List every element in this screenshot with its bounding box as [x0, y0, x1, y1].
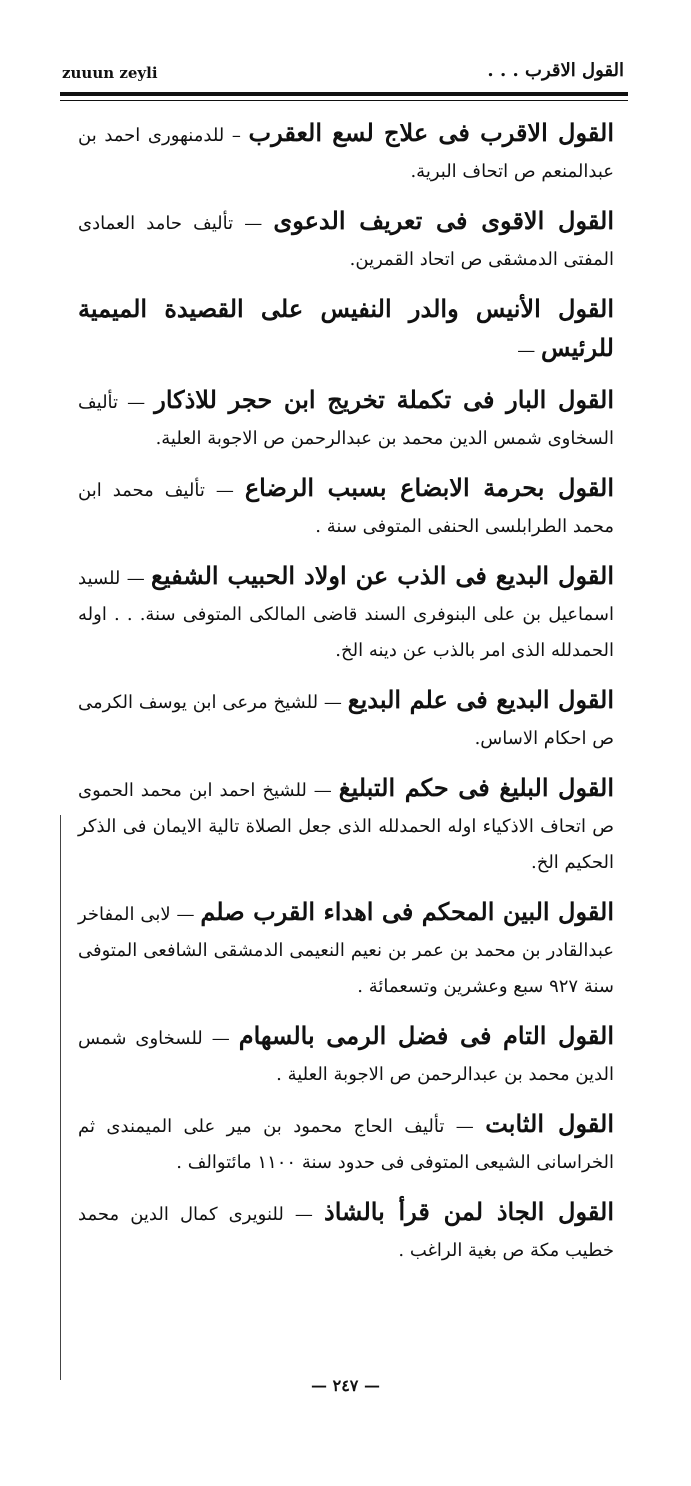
entry-title: القول البين المحكم فى اهداء القرب صلم	[200, 897, 614, 926]
entry-body: — تأليف الحاج محمود بن مير على الميمندى ثم الخراسانى الشيعى المتوفى فى حدود سنة ١١٠٠ مائتوالف .	[78, 1116, 614, 1173]
running-head-left: zuuun zeyli	[62, 64, 158, 82]
entry	[78, 470, 614, 545]
header-rule-thin	[60, 100, 628, 101]
entry-body: — للسخاوى شمس الدين محمد بن عبدالرحمن ص الاجوبة العلية .	[78, 1028, 614, 1085]
entry	[78, 382, 614, 457]
entry-body: — للسيد اسماعيل بن على البنوفرى السند قاضى المالكى المتوفى سنة. . . اوله الحمدلله الذى امر بالذب عن دينه الخ.	[78, 568, 614, 661]
entry-title: القول البار فى تكملة تخريج ابن حجر للاذكار	[154, 385, 614, 414]
entry	[78, 770, 614, 881]
entry	[78, 1106, 614, 1181]
entry	[78, 1194, 614, 1269]
entry-title: القول الأنيس والدر النفيس على القصيدة الميمية للرئيس	[78, 294, 614, 362]
entry-title: القول الاقرب فى علاج لسع العقرب	[248, 118, 614, 147]
entry-body: — للشيخ مرعى ابن يوسف الكرمى ص احكام الاساس.	[78, 692, 614, 749]
entry	[78, 894, 614, 1005]
entry	[78, 203, 614, 278]
entry-body: — للنويرى كمال الدين محمد خطيب مكة ص بغية الراغب .	[78, 1204, 614, 1261]
entry-body: – للدمنهورى احمد بن عبدالمنعم ص اتحاف البرية.	[78, 125, 614, 182]
running-head-right: القول الاقرب . . .	[487, 60, 624, 81]
entry-body: — تأليف حامد العمادى المفتى الدمشقى ص اتحاد القمرين.	[78, 213, 614, 270]
entry	[78, 558, 614, 669]
entry-body: — تأليف محمد ابن محمد الطرابلسى الحنفى المتوفى سنة .	[78, 480, 614, 537]
running-head	[62, 58, 624, 88]
entry-title: القول بحرمة الابضاع بسبب الرضاع	[244, 473, 614, 502]
entry-body: —	[517, 340, 541, 361]
entry-title: القول البديع فى علم البديع	[347, 685, 615, 714]
entry-title: القول التام فى فضل الرمى بالسهام	[238, 1021, 614, 1050]
entry-list	[78, 115, 614, 1282]
entry-title: القول البديع فى الذب عن اولاد الحبيب الشفيع	[151, 561, 614, 590]
entry-body: — للشيخ احمد ابن محمد الحموى ص اتحاف الاذكياء اوله الحمدلله الذى جعل الصلاة تالية الايمان فى الذكر الحكيم الخ.	[78, 780, 614, 873]
entry-body: — لابى المفاخر عبدالقادر بن محمد بن عمر بن نعيم النعيمى الدمشقى الشافعى المتوفى سنة ٩٢٧ سبع وعشرين وتسعمائة .	[78, 904, 614, 997]
page-number: — ٢٤٧ —	[311, 1376, 380, 1395]
entry-title: القول الثابت	[485, 1109, 615, 1138]
entry-title: القول البليغ فى حكم التبليغ	[338, 773, 614, 802]
margin-line	[60, 815, 61, 1380]
entry	[78, 115, 614, 190]
entry	[78, 291, 614, 369]
header-rule-thick	[60, 92, 628, 96]
entry-body: — تأليف السخاوى شمس الدين محمد بن عبدالرحمن ص الاجوبة العلية.	[78, 392, 614, 449]
entry	[78, 682, 614, 757]
entry-title: القول الاقوى فى تعريف الدعوى	[273, 206, 614, 235]
entry-title: القول الجاذ لمن قرأ بالشاذ	[324, 1197, 614, 1226]
entry	[78, 1018, 614, 1093]
